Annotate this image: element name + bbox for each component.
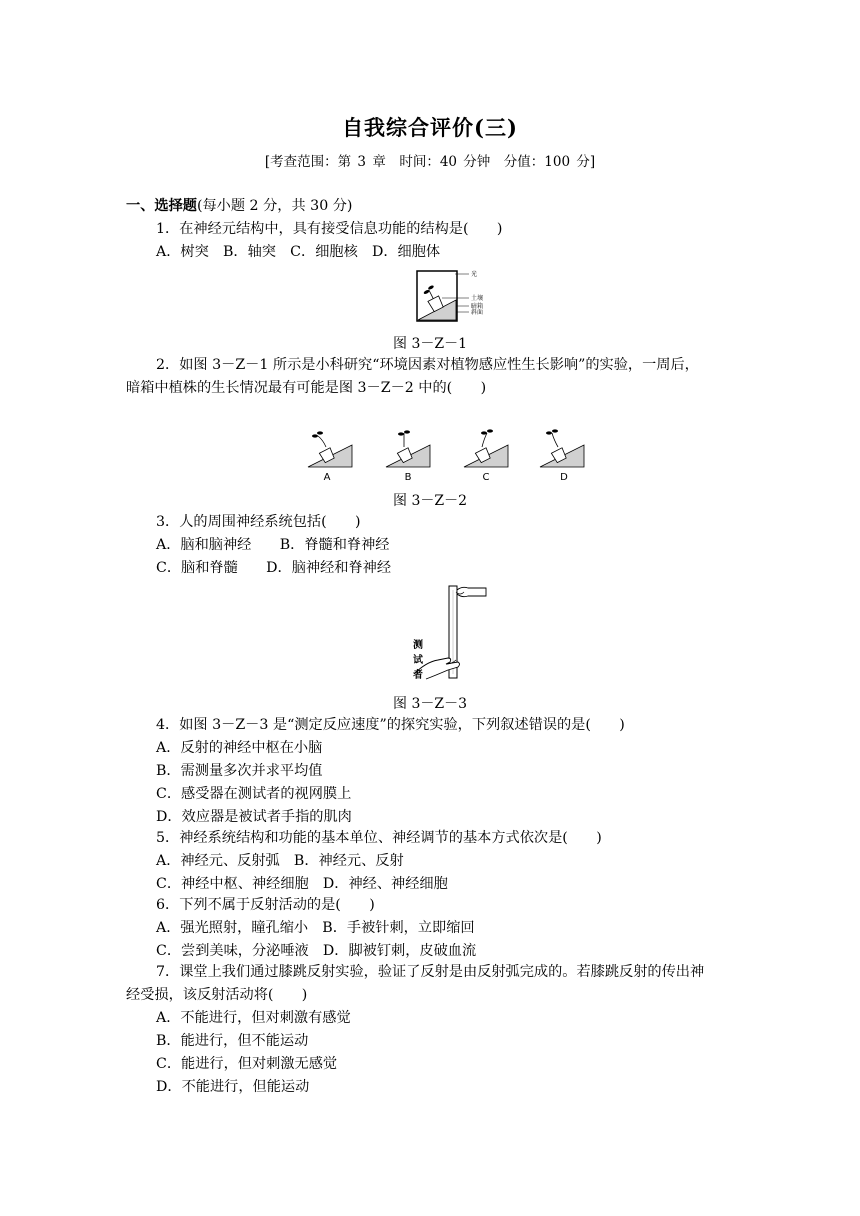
option-b-label: B — [404, 472, 412, 483]
label-soil: 土壤 — [471, 295, 484, 302]
question-7-option-d: D．不能进行，但能运动 — [156, 1079, 310, 1095]
question-4-option-d: D．效应器是被试者手指的肌肉 — [156, 809, 352, 825]
section-heading — [126, 197, 352, 215]
question-2-stem-line2: 暗箱中植株的生长情况最有可能是图 3－Z－2 中的( ) — [126, 380, 487, 396]
figure-3-caption: 图 3－Z－3 — [393, 696, 467, 712]
option-b-plant — [386, 430, 430, 467]
option-c-label: C — [482, 472, 490, 483]
question-4-option-b: B．需测量多次并求平均值 — [156, 763, 323, 779]
figure-3-z-2 — [300, 424, 590, 486]
question-1-options: A．树突 B．轴突 C．细胞核 D．细胞体 — [156, 244, 441, 260]
question-7-option-a: A．不能进行，但对刺激有感觉 — [156, 1010, 351, 1026]
question-7-option-b: B．能进行，但不能运动 — [156, 1033, 309, 1049]
question-5-stem: 5．神经系统结构和功能的基本单位、神经调节的基本方式依次是( ) — [156, 830, 602, 846]
question-7-stem-line1: 7．课堂上我们通过膝跳反射实验，验证了反射是由反射弧完成的。若膝跳反射的传出神 — [156, 964, 705, 980]
figure-2-caption: 图 3－Z－2 — [393, 493, 467, 509]
exam-scope-info: [考查范围：第 3 章 时间：40 分钟 分值：100 分] — [264, 154, 596, 170]
question-7-stem-line2: 经受损，该反射活动将( ) — [126, 987, 308, 1003]
question-7-option-c: C．能进行，但对刺激无感觉 — [156, 1056, 338, 1072]
question-5-options-row1: A．神经元、反射弧 B．神经元、反射 — [156, 853, 404, 869]
option-c-plant — [464, 429, 508, 467]
question-4-stem: 4．如图 3－Z－3 是“测定反应速度”的探究实验，下列叙述错误的是( ) — [156, 717, 625, 733]
tester-label-char3: 者 — [413, 670, 423, 681]
question-5-options-row2: C．神经中枢、神经细胞 D．神经、神经细胞 — [156, 876, 448, 892]
section-note: (每小题 2 分，共 30 分) — [196, 198, 353, 214]
option-a-label: A — [323, 472, 331, 483]
figure-1-caption: 图 3－Z－1 — [393, 336, 467, 352]
top-hand — [456, 587, 486, 596]
question-3-stem: 3．人的周围神经系统包括( ) — [156, 514, 361, 530]
question-6-stem: 6．下列不属于反射活动的是( ) — [156, 897, 375, 913]
question-6-options-row1: A．强光照射，瞳孔缩小 B．手被针刺，立即缩回 — [156, 920, 475, 936]
section-name: 一、选择题 — [126, 198, 197, 214]
option-a-plant — [308, 431, 352, 467]
tester-label-char2: 试 — [413, 655, 423, 666]
option-d-plant — [540, 429, 584, 467]
question-6-options-row2: C．尝到美味，分泌唾液 D．脚被钉刺，皮破血流 — [156, 943, 477, 959]
option-d-label: D — [560, 472, 568, 483]
tester-label-char1: 测 — [413, 640, 423, 651]
page-title: 自我综合评价(三) — [342, 115, 518, 140]
label-box: 暗箱 — [471, 303, 484, 310]
label-slope: 斜面 — [471, 309, 484, 316]
label-light: 光 — [471, 271, 478, 278]
figure-3-z-1 — [412, 268, 492, 328]
question-3-options-row1: A．脑和脑神经 B．脊髓和脊神经 — [156, 537, 390, 553]
figure-3-z-3 — [404, 582, 494, 686]
question-2-stem-line1: 2．如图 3－Z－1 所示是小科研究“环境因素对植物感应性生长影响”的实验，一周后， — [156, 357, 699, 373]
question-4-option-c: C．感受器在测试者的视网膜上 — [156, 786, 352, 802]
question-1-stem: 1．在神经元结构中，具有接受信息功能的结构是( ) — [156, 221, 503, 237]
question-4-option-a: A．反射的神经中枢在小脑 — [156, 740, 323, 756]
question-3-options-row2: C．脑和脊髓 D．脑神经和脊神经 — [156, 560, 392, 576]
